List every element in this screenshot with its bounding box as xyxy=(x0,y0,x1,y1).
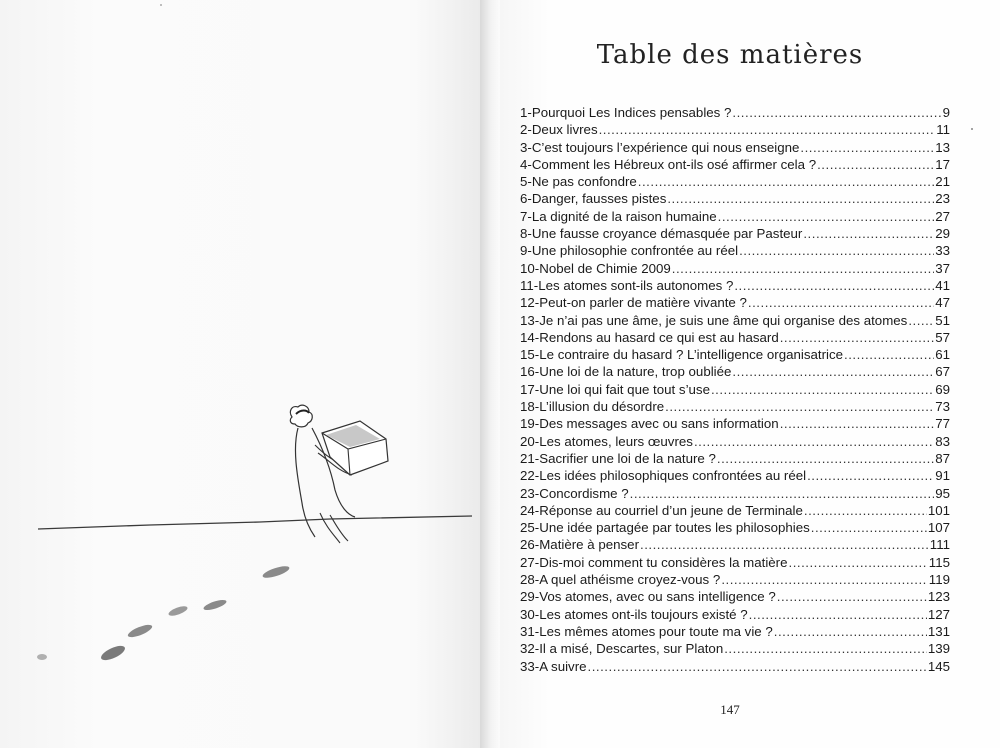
toc-entry xyxy=(520,519,950,536)
toc-entry xyxy=(520,363,950,380)
toc-entry-leader-dots xyxy=(630,485,935,502)
toc-entry-leader-dots xyxy=(811,519,927,536)
toc-entry-page-number: 67 xyxy=(935,364,950,380)
toc-entry-leader-dots xyxy=(667,190,934,207)
toc-entry-title: 12-Peut-on parler de matière vivante ? xyxy=(520,295,747,311)
toc-entry-title: 25-Une idée partagée par toutes les philosophies xyxy=(520,520,810,536)
toc-entry-leader-dots xyxy=(804,502,927,519)
toc-entry-leader-dots xyxy=(599,121,936,138)
toc-entry-title: 7-La dignité de la raison humaine xyxy=(520,208,717,224)
toc-entry xyxy=(520,554,950,571)
toc-entry xyxy=(520,277,950,294)
toc-entry-page-number: 51 xyxy=(935,312,950,328)
toc-entry-page-number: 73 xyxy=(935,399,950,415)
toc-entry-page-number: 131 xyxy=(927,623,950,639)
toc-entry-leader-dots xyxy=(718,208,935,225)
toc-list xyxy=(520,104,950,675)
page-number: 147 xyxy=(720,702,740,717)
toc-entry-page-number: 9 xyxy=(942,105,950,120)
toc-entry-title: 31-Les mêmes atomes pour toute ma vie ? xyxy=(520,623,773,639)
toc-entry xyxy=(520,260,950,277)
toc-entry-title: 29-Vos atomes, avec ou sans intelligence ? xyxy=(520,589,776,605)
toc-entry-title: 19-Des messages avec ou sans information xyxy=(520,416,779,432)
toc-entry-leader-dots xyxy=(800,139,934,156)
toc-entry xyxy=(520,398,950,415)
toc-entry-leader-dots xyxy=(780,415,935,432)
toc-entry-page-number: 57 xyxy=(935,329,950,345)
toc-entry-page-number: 27 xyxy=(935,208,950,224)
toc-entry-page-number: 83 xyxy=(935,433,950,449)
toc-entry xyxy=(520,485,950,502)
toc-entry-leader-dots xyxy=(908,312,934,329)
toc-entry-leader-dots xyxy=(749,606,927,623)
toc-entry-page-number: 29 xyxy=(935,226,950,242)
toc-entry-leader-dots xyxy=(817,156,934,173)
toc-entry-leader-dots xyxy=(777,588,927,605)
toc-entry-title: 4-Comment les Hébreux ont-ils osé affirmer cela ? xyxy=(520,156,817,172)
toc-entry-leader-dots xyxy=(694,433,934,450)
toc-entry-title: 26-Matière à penser xyxy=(520,537,639,553)
paper-speck xyxy=(971,128,973,130)
toc-entry-title: 14-Rendons au hasard ce qui est au hasard xyxy=(520,329,779,345)
left-page xyxy=(0,0,488,748)
toc-entry xyxy=(520,346,950,363)
toc-entry xyxy=(520,536,950,553)
toc-entry-leader-dots xyxy=(739,242,934,259)
toc-entry-title: 6-Danger, fausses pistes xyxy=(520,191,667,207)
toc-entry-leader-dots xyxy=(672,260,934,277)
toc-entry xyxy=(520,623,950,640)
toc-entry-title: 9-Une philosophie confrontée au réel xyxy=(520,243,739,259)
toc-entry-page-number: 47 xyxy=(935,295,950,311)
toc-entry-title: 10-Nobel de Chimie 2009 xyxy=(520,260,671,276)
toc-entry-leader-dots xyxy=(721,571,927,588)
toc-entry-title: 22-Les idées philosophiques confrontées au réel xyxy=(520,468,807,484)
toc-entry-leader-dots xyxy=(803,225,934,242)
toc-entry-title: 8-Une fausse croyance démasquée par Pasteur xyxy=(520,226,803,242)
toc-entry xyxy=(520,139,950,156)
toc-entry-leader-dots xyxy=(665,398,934,415)
toc-entry-title: 30-Les atomes ont-ils toujours existé ? xyxy=(520,606,748,622)
toc-entry xyxy=(520,190,950,207)
toc-entry-title: 11-Les atomes sont-ils autonomes ? xyxy=(520,277,734,293)
toc-entry-page-number: 139 xyxy=(927,641,950,657)
toc-entry-title: 27-Dis-moi comment tu considères la matière xyxy=(520,554,788,570)
toc-entry-page-number: 119 xyxy=(928,572,950,588)
toc-entry-page-number: 111 xyxy=(929,537,950,553)
toc-entry-page-number: 21 xyxy=(935,174,950,190)
toc-entry xyxy=(520,121,950,138)
toc-entry-leader-dots xyxy=(711,381,934,398)
toc-entry-page-number: 95 xyxy=(935,485,950,501)
toc-entry-page-number: 17 xyxy=(935,156,950,172)
toc-entry-title: 3-C’est toujours l’expérience qui nous enseigne xyxy=(520,139,800,155)
toc-entry-page-number: 69 xyxy=(935,381,950,397)
toc-entry-title: 5-Ne pas confondre xyxy=(520,174,637,190)
toc-entry-leader-dots xyxy=(748,294,934,311)
toc-entry-page-number: 145 xyxy=(927,658,950,674)
toc-entry xyxy=(520,208,950,225)
toc-entry xyxy=(520,415,950,432)
toc-entry-page-number: 37 xyxy=(935,260,950,276)
toc-entry-page-number: 33 xyxy=(935,243,950,259)
toc-entry-title: 16-Une loi de la nature, trop oubliée xyxy=(520,364,732,380)
toc-entry-leader-dots xyxy=(638,173,934,190)
toc-entry xyxy=(520,312,950,329)
paper-speck xyxy=(160,4,162,6)
toc-title: Table des matières xyxy=(596,40,864,70)
toc-entry xyxy=(520,571,950,588)
toc-entry-leader-dots xyxy=(717,450,934,467)
toc-entry-page-number: 123 xyxy=(927,589,950,605)
toc-entry xyxy=(520,329,950,346)
toc-entry xyxy=(520,450,950,467)
toc-entry xyxy=(520,467,950,484)
toc-entry-leader-dots xyxy=(732,104,941,121)
toc-entry-title: 32-Il a misé, Descartes, sur Platon xyxy=(520,641,724,657)
toc-entry-page-number: 23 xyxy=(935,191,950,207)
toc-entry-leader-dots xyxy=(780,329,934,346)
toc-entry xyxy=(520,294,950,311)
toc-entry-page-number: 107 xyxy=(927,520,950,536)
toc-entry xyxy=(520,502,950,519)
toc-entry xyxy=(520,381,950,398)
toc-entry xyxy=(520,156,950,173)
walking-figure-carrying-box-illustration xyxy=(30,395,480,675)
toc-entry-leader-dots xyxy=(732,363,934,380)
toc-entry-title: 23-Concordisme ? xyxy=(520,485,629,501)
toc-entry-title: 1-Pourquoi Les Indices pensables ? xyxy=(520,105,732,120)
toc-entry-page-number: 91 xyxy=(935,468,950,484)
toc-entry xyxy=(520,225,950,242)
toc-entry-title: 13-Je n’ai pas une âme, je suis une âme qui organise des atomes xyxy=(520,312,908,328)
toc-entry-title: 18-L’illusion du désordre xyxy=(520,399,665,415)
toc-entry xyxy=(520,658,950,675)
toc-entry-page-number: 127 xyxy=(927,606,950,622)
toc-entry-title: 28-A quel athéisme croyez-vous ? xyxy=(520,572,721,588)
toc-entry xyxy=(520,640,950,657)
toc-entry-leader-dots xyxy=(588,658,927,675)
toc-entry-leader-dots xyxy=(724,640,927,657)
toc-entry-title: 33-A suivre xyxy=(520,658,587,674)
toc-entry-page-number: 13 xyxy=(935,139,950,155)
toc-entry-leader-dots xyxy=(844,346,934,363)
toc-entry-leader-dots xyxy=(734,277,934,294)
toc-entry-title: 24-Réponse au courriel d’un jeune de Terminale xyxy=(520,502,803,518)
toc-entry-title: 2-Deux livres xyxy=(520,122,598,138)
toc-entry-title: 21-Sacrifier une loi de la nature ? xyxy=(520,450,716,466)
toc-entry xyxy=(520,588,950,605)
toc-entry-page-number: 11 xyxy=(936,122,950,138)
toc-entry xyxy=(520,242,950,259)
toc-entry-title: 20-Les atomes, leurs œuvres xyxy=(520,433,693,449)
toc-entry-leader-dots xyxy=(807,467,934,484)
toc-entry-page-number: 61 xyxy=(935,347,950,363)
toc-entry-title: 17-Une loi qui fait que tout s’use xyxy=(520,381,710,397)
toc-entry-leader-dots xyxy=(640,536,929,553)
toc-entry-page-number: 101 xyxy=(927,502,950,518)
toc-entry xyxy=(520,173,950,190)
toc-entry-page-number: 41 xyxy=(935,277,950,293)
toc-entry xyxy=(520,606,950,623)
toc-entry-page-number: 87 xyxy=(935,450,950,466)
toc-entry-page-number: 77 xyxy=(935,416,950,432)
toc-entry-leader-dots xyxy=(774,623,927,640)
toc-entry xyxy=(520,104,950,121)
toc-entry-leader-dots xyxy=(789,554,928,571)
toc-entry-page-number: 115 xyxy=(928,554,950,570)
toc-entry xyxy=(520,433,950,450)
toc-entry-title: 15-Le contraire du hasard ? L’intelligence organisatrice xyxy=(520,347,844,363)
